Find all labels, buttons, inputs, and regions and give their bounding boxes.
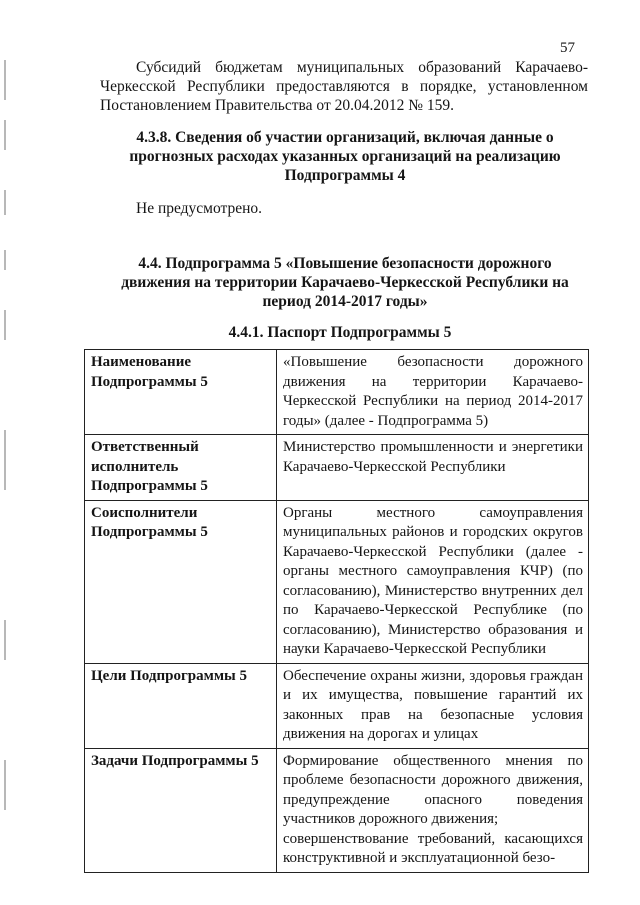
row-label: Цели Подпрограммы 5 [85, 663, 277, 748]
binding-mark [4, 620, 6, 660]
passport-table [84, 349, 589, 873]
table-row [85, 748, 589, 872]
binding-mark [4, 190, 6, 215]
table-row [85, 435, 589, 501]
binding-mark [4, 120, 6, 150]
section-438-title: 4.3.8. Сведения об участии организаций, включая данные о прогнозных расходах указанных организаций на реализацию Подпрограммы 4 [129, 129, 561, 184]
row-value [277, 748, 589, 872]
row-value-part: совершенствование требований, касающихся конструктивной и эксплуатационной безо- [283, 830, 583, 866]
section-438-body: Не предусмотрено. [136, 200, 263, 217]
row-value: Министерство промышленности и энергетики Карачаево-Черкесской Республики [277, 435, 589, 501]
section-44-title: 4.4. Подпрограмма 5 «Повышение безопасности дорожного движения на территории Карачаево-Черкесской Республики на период 2014-2017 годы» [121, 255, 569, 310]
row-value-part: Формирование общественного мнения по проблеме безопасности дорожного движения, предупреждение опасного поведения участников дорожного движения; [283, 752, 583, 827]
section-441-title: 4.4.1. Паспорт Подпрограммы 5 [228, 324, 452, 341]
row-value: Обеспечение охраны жизни, здоровья граждан и их имущества, повышение гарантий их законных прав на безопасные условия движения на дорогах и улицах [277, 663, 589, 748]
row-value: Органы местного самоуправления муниципальных районов и городских округов Карачаево-Черкесской Республики (далее - органы местного самоуправления КЧР) (по согласованию), Министерство внутренних дел по Карачаево-Черкесской Республике (по согласованию), Министерство образования и науки Карачаево-Черкесской Республики [277, 500, 589, 663]
binding-mark [4, 60, 6, 100]
row-label: Ответственный исполнитель Подпрограммы 5 [85, 435, 277, 501]
intro-paragraph: Субсидий бюджетам муниципальных образований Карачаево-Черкесской Республики предоставляются в порядке, установленном Постановлением Правительства от 20.04.2012 № 159. [100, 59, 588, 114]
binding-mark [4, 430, 6, 490]
row-label: Задачи Подпрограммы 5 [85, 748, 277, 872]
table-row [85, 350, 589, 435]
binding-mark [4, 760, 6, 810]
table-row [85, 500, 589, 663]
row-label: Наименование Подпрограммы 5 [85, 350, 277, 435]
binding-mark [4, 250, 6, 270]
table-row [85, 663, 589, 748]
page-number: 57 [560, 40, 575, 56]
row-value: «Повышение безопасности дорожного движения на территории Карачаево-Черкесской Республики на период 2014-2017 годы» (далее - Подпрограмма 5) [277, 350, 589, 435]
row-label: Соисполнители Подпрограммы 5 [85, 500, 277, 663]
binding-mark [4, 310, 6, 340]
